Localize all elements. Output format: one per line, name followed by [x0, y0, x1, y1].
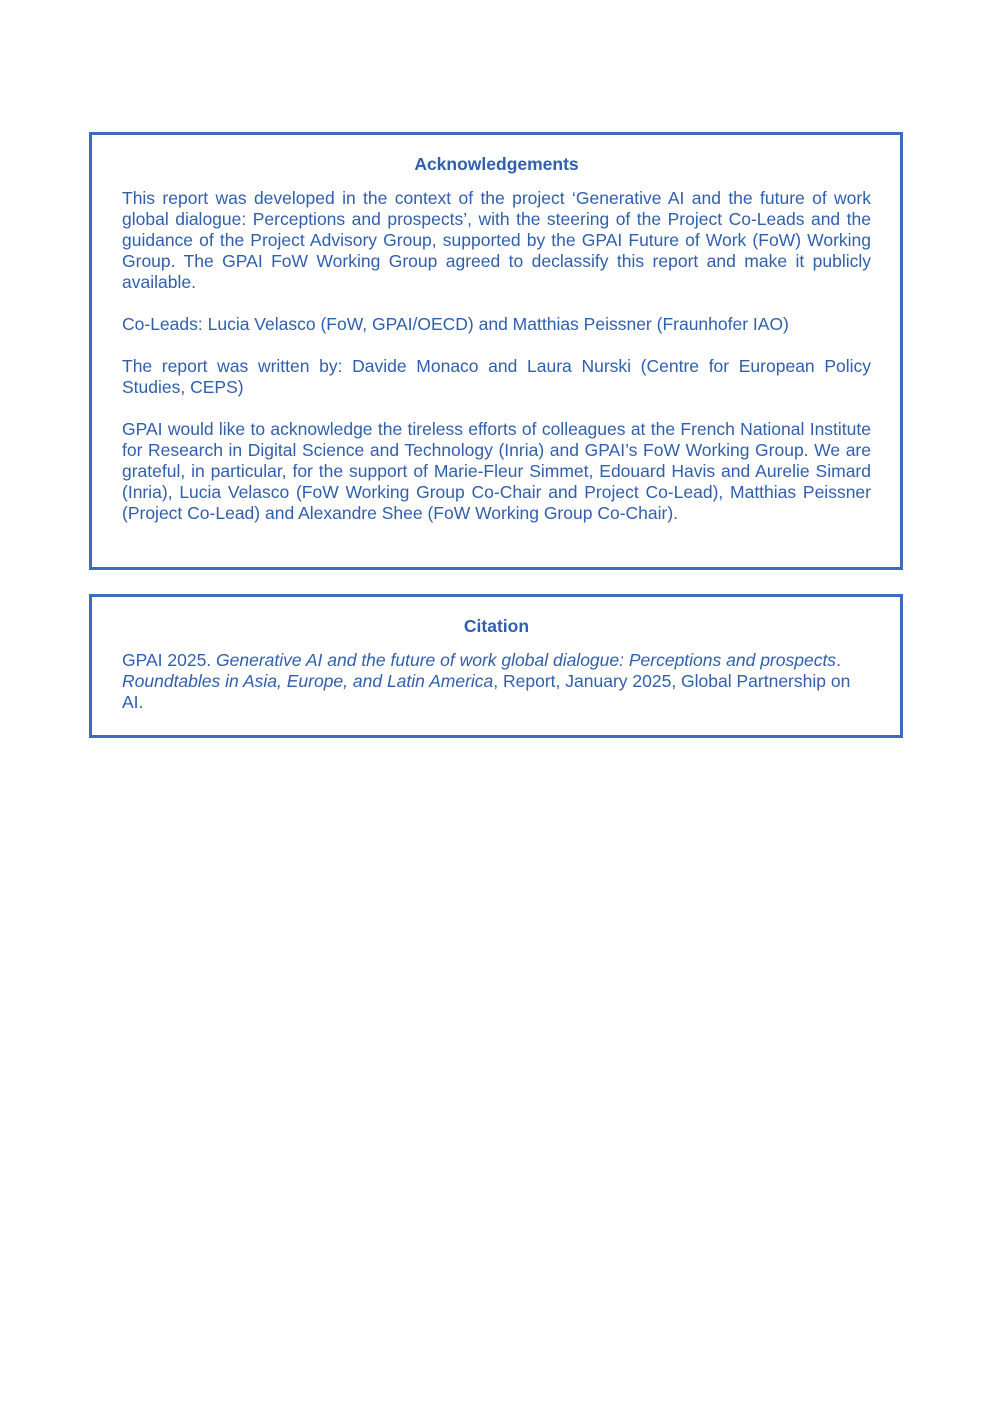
citation-report-title: Generative AI and the future of work global dialogue: Perceptions and prospects	[216, 650, 837, 670]
citation-separator: .	[836, 650, 841, 670]
citation-prefix: GPAI 2025.	[122, 650, 217, 670]
acknowledgements-title: Acknowledgements	[414, 154, 579, 174]
acknowledgements-paragraph-co-leads: Co-Leads: Lucia Velasco (FoW, GPAI/OECD) and Matthias Peissner (Fraunhofer IAO)	[122, 314, 789, 334]
acknowledgements-paragraph-context: This report was developed in the context of the project ‘Generative AI and the future of work global dialogue: Perceptions and prospects’, with the steering of the Project Co-Leads and the guidance of the Project Advisory Group, supported by the GPAI Future of Work (FoW) Working Group. The GPAI FoW Working Group agreed to declassify this report and make it publicly available.	[122, 188, 871, 292]
citation-report-subtitle: Roundtables in Asia, Europe, and Latin America	[122, 671, 494, 691]
acknowledgements-paragraph-authors: The report was written by: Davide Monaco and Laura Nurski (Centre for European Policy Studies, CEPS)	[122, 356, 871, 397]
citation-title: Citation	[463, 616, 530, 636]
citation-box	[89, 594, 903, 738]
citation-text	[122, 650, 871, 713]
citation-suffix: , Report, January 2025, Global Partnership on AI.	[122, 671, 851, 712]
acknowledgements-box	[89, 132, 903, 570]
acknowledgements-paragraph-thanks: GPAI would like to acknowledge the tireless efforts of colleagues at the French National Institute for Research in Digital Science and Technology (Inria) and GPAI’s FoW Working Group. We are grateful, in particular, for the support of Marie-Fleur Simmet, Edouard Havis and Aurelie Simard (Inria), Lucia Velasco (FoW Working Group Co-Chair and Project Co-Lead), Matthias Peissner (Project Co-Lead) and Alexandre Shee (FoW Working Group Co-Chair).	[122, 419, 871, 523]
